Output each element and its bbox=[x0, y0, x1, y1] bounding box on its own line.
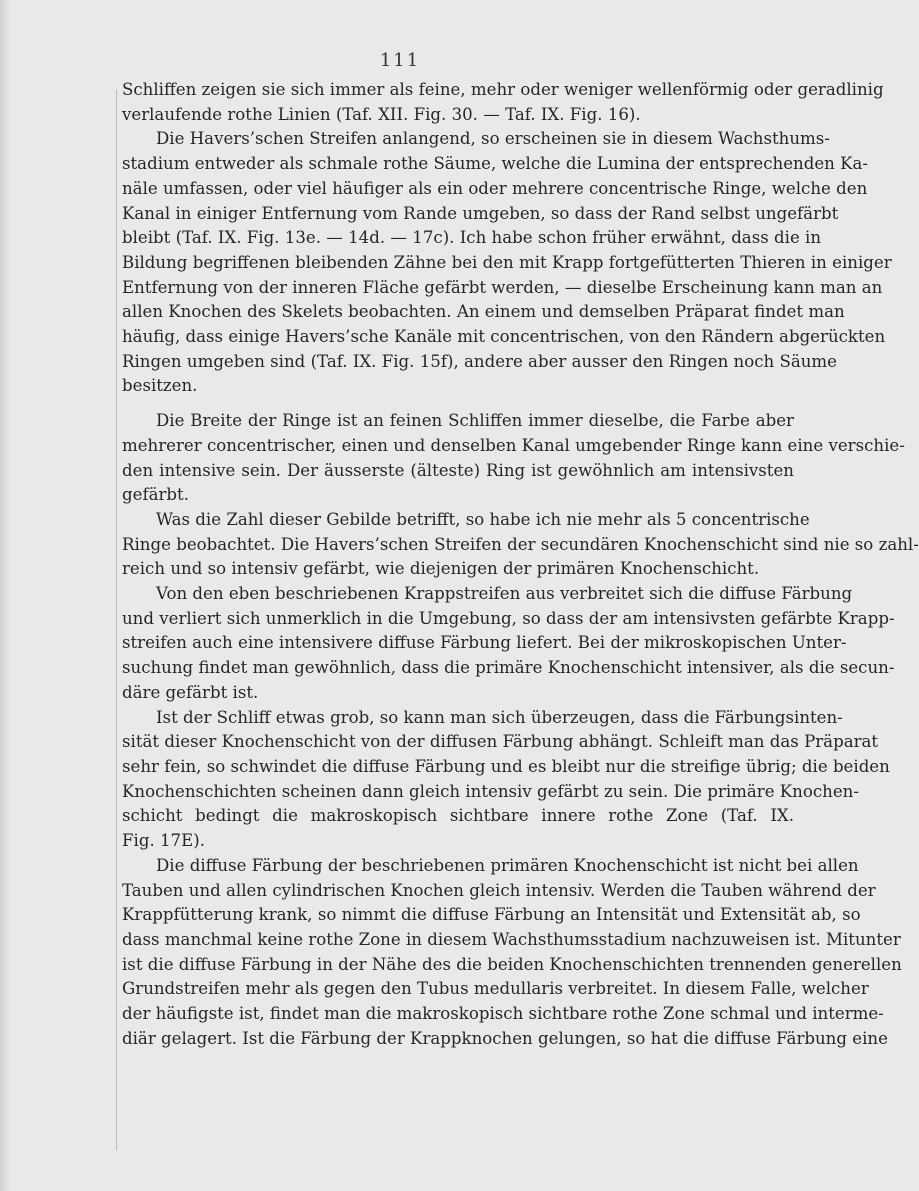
text-line: näle umfassen, oder viel häufiger als ein oder mehrere concentrische Ringe, welche den bbox=[122, 178, 868, 198]
text-line: stadium entweder als schmale rothe Säume, welche die Lumina der entsprechenden Ka- bbox=[122, 154, 869, 174]
text-line: Entfernung von der inneren Fläche gefärbt werden, — dieselbe Erscheinung kann man an bbox=[122, 277, 883, 297]
text-line: sität dieser Knochenschicht von der diffusen Färbung abhängt. Schleift man das Präparat bbox=[122, 732, 879, 752]
text-line: Die diffuse Färbung der beschriebenen primären Knochenschicht ist nicht bei allen bbox=[156, 855, 859, 875]
text-line: besitzen. bbox=[122, 376, 198, 396]
text-line: Knochenschichten scheinen dann gleich intensiv gefärbt zu sein. Die primäre Knochen- bbox=[122, 781, 859, 801]
text-line: Schliffen zeigen sie sich immer als feine, mehr oder weniger wellenförmig oder geradlinig bbox=[122, 80, 884, 99]
text-line: suchung findet man gewöhnlich, dass die primäre Knochenschicht intensiver, als die secun- bbox=[122, 658, 895, 678]
text-line: sehr fein, so schwindet die diffuse Färbung und es bleibt nur die streifige übrig; die beiden bbox=[122, 756, 890, 776]
text-line: ist die diffuse Färbung in der Nähe des die beiden Knochenschichten trennenden generellen bbox=[122, 954, 902, 974]
text-line: der häufigste ist, findet man die makroskopisch sichtbare rothe Zone schmal und interme- bbox=[122, 1004, 884, 1024]
margin-rule bbox=[116, 90, 117, 1150]
text-line: mehrerer concentrischer, einen und denselben Kanal umgebender Ringe kann eine verschie- bbox=[122, 435, 905, 455]
paragraph bbox=[122, 508, 919, 582]
text-line: Tauben und allen cylindrischen Knochen gleich intensiv. Werden die Tauben während der bbox=[122, 880, 876, 900]
text-line: Krappfütterung krank, so nimmt die diffuse Färbung an Intensität und Extensität ab, so bbox=[122, 905, 861, 925]
text-line: und verliert sich unmerklich in die Umgebung, so dass der am intensivsten gefärbte Krapp- bbox=[122, 608, 895, 628]
page-edge bbox=[0, 0, 10, 1191]
paragraph bbox=[122, 127, 892, 399]
paragraph bbox=[122, 706, 890, 854]
text-line: streifen auch eine intensivere diffuse Färbung liefert. Bei der mikroskopischen Unter- bbox=[122, 633, 847, 653]
text-line: däre gefärbt ist. bbox=[122, 682, 259, 702]
text-line: Ist der Schliff etwas grob, so kann man sich überzeugen, dass die Färbungsinten- bbox=[156, 707, 843, 727]
text-line: Bildung begriffenen bleibenden Zähne bei den mit Krapp fortgefütterten Thieren in einiger bbox=[122, 252, 892, 272]
text-line: Die Havers’schen Streifen anlangend, so erscheinen sie in diesem Wachsthums- bbox=[156, 129, 830, 149]
text-line: Von den eben beschriebenen Krappstreifen aus verbreitet sich die diffuse Färbung bbox=[156, 584, 853, 604]
text-line: Grundstreifen mehr als gegen den Tubus medullaris verbreitet. In diesem Falle, welcher bbox=[122, 979, 869, 999]
text-line: Kanal in einiger Entfernung vom Rande umgeben, so dass der Rand selbst ungefärbt bbox=[122, 203, 839, 223]
text-line: dass manchmal keine rothe Zone in diesem Wachsthumsstadium nachzuweisen ist. Mitunter bbox=[122, 929, 901, 949]
text-line: Die Breite der Ringe ist an feinen Schliffen immer dieselbe, die Farbe aber bbox=[156, 411, 794, 431]
text-line: Fig. 17E). bbox=[122, 831, 205, 851]
text-line: bleibt (Taf. IX. Fig. 13e. — 14d. — 17c). Ich habe schon früher erwähnt, dass die in bbox=[122, 228, 822, 248]
text-line: häufig, dass einige Havers’sche Kanäle mit concentrischen, von den Rändern abgerückten bbox=[122, 327, 886, 347]
text-line: Was die Zahl dieser Gebilde betrifft, so habe ich nie mehr als 5 concentrische bbox=[156, 509, 810, 529]
text-line: Ringe beobachtet. Die Havers’schen Streifen der secundären Knochenschicht sind nie so zahl- bbox=[122, 534, 919, 554]
text-line: Ringen umgeben sind (Taf. IX. Fig. 15f), andere aber ausser den Ringen noch Säume bbox=[122, 351, 837, 371]
text-line: allen Knochen des Skelets beobachten. An einem und demselben Präparat findet man bbox=[122, 302, 845, 322]
text-line: reich und so intensiv gefärbt, wie diejenigen der primären Knochenschicht. bbox=[122, 559, 760, 579]
paragraph bbox=[122, 78, 884, 127]
text-line: verlaufende rothe Linien (Taf. XII. Fig. 30. — Taf. IX. Fig. 16). bbox=[122, 104, 641, 124]
text-line: diär gelagert. Ist die Färbung der Krappknochen gelungen, so hat die diffuse Färbung eine bbox=[122, 1028, 888, 1048]
page-number: 111 bbox=[379, 50, 421, 71]
text-line: den intensive sein. Der äusserste (älteste) Ring ist gewöhnlich am intensivsten bbox=[122, 460, 794, 480]
paragraph bbox=[122, 582, 895, 706]
body-text bbox=[122, 78, 919, 1051]
paragraph bbox=[122, 409, 905, 508]
text-line: schicht bedingt die makroskopisch sichtbare innere rothe Zone (Taf. IX. bbox=[122, 806, 794, 826]
text-line: gefärbt. bbox=[122, 485, 189, 505]
paragraph bbox=[122, 854, 902, 1052]
